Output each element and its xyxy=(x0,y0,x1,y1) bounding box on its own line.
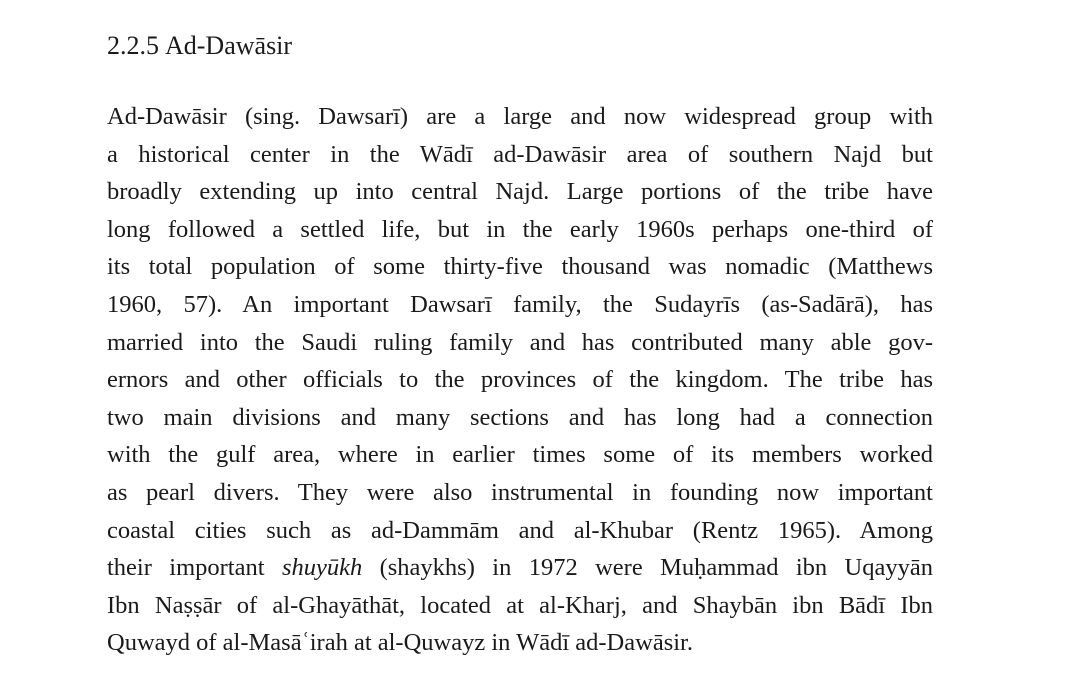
paragraph-line: Ibn Naṣṣār of al-Ghayāthāt, located at al-Kharj, and Shaybān ibn Bādī Ibn xyxy=(107,591,933,619)
body-paragraph xyxy=(107,98,933,662)
paragraph-line: broadly extending up into central Najd. Large portions of the tribe have xyxy=(107,178,933,206)
paragraph-line: its total population of some thirty-five thousand was nomadic (Matthews xyxy=(107,253,933,281)
document-page xyxy=(107,24,933,662)
paragraph-line: married into the Saudi ruling family and has contributed many able gov- xyxy=(107,328,933,356)
paragraph-line: a historical center in the Wādī ad-Dawāsir area of southern Najd but xyxy=(107,140,933,168)
paragraph-line: Ad-Dawāsir (sing. Dawsarī) are a large and now widespread group with xyxy=(107,103,933,130)
section-number: 2.2.5 xyxy=(107,31,159,60)
paragraph-line: two main divisions and many sections and has long had a connection xyxy=(107,403,933,431)
italic-term: shuyūkh xyxy=(281,554,363,582)
line-text-before: their important xyxy=(107,554,282,582)
section-title: Ad-Dawāsir xyxy=(165,31,293,60)
paragraph-line: long followed a settled life, but in the early 1960s perhaps one-third of xyxy=(107,215,933,243)
paragraph-line: Quwayd of al-Masāʿirah at al-Quwayz in Wādī ad-Dawāsir. xyxy=(107,629,693,657)
section-heading xyxy=(107,24,933,68)
paragraph-line xyxy=(107,549,933,587)
paragraph-line: with the gulf area, where in earlier times some of its members worked xyxy=(107,441,933,469)
paragraph-line: coastal cities such as ad-Dammām and al-Khubar (Rentz 1965). Among xyxy=(107,516,933,544)
line-text-after: (shaykhs) in 1972 were Muḥammad ibn Uqayyān xyxy=(362,554,933,582)
paragraph-line: 1960, 57). An important Dawsarī family, the Sudayrīs (as-Sadārā), has xyxy=(107,290,933,318)
paragraph-line: ernors and other officials to the provinces of the kingdom. The tribe has xyxy=(107,366,933,394)
paragraph-line: as pearl divers. They were also instrumental in founding now important xyxy=(107,478,933,506)
